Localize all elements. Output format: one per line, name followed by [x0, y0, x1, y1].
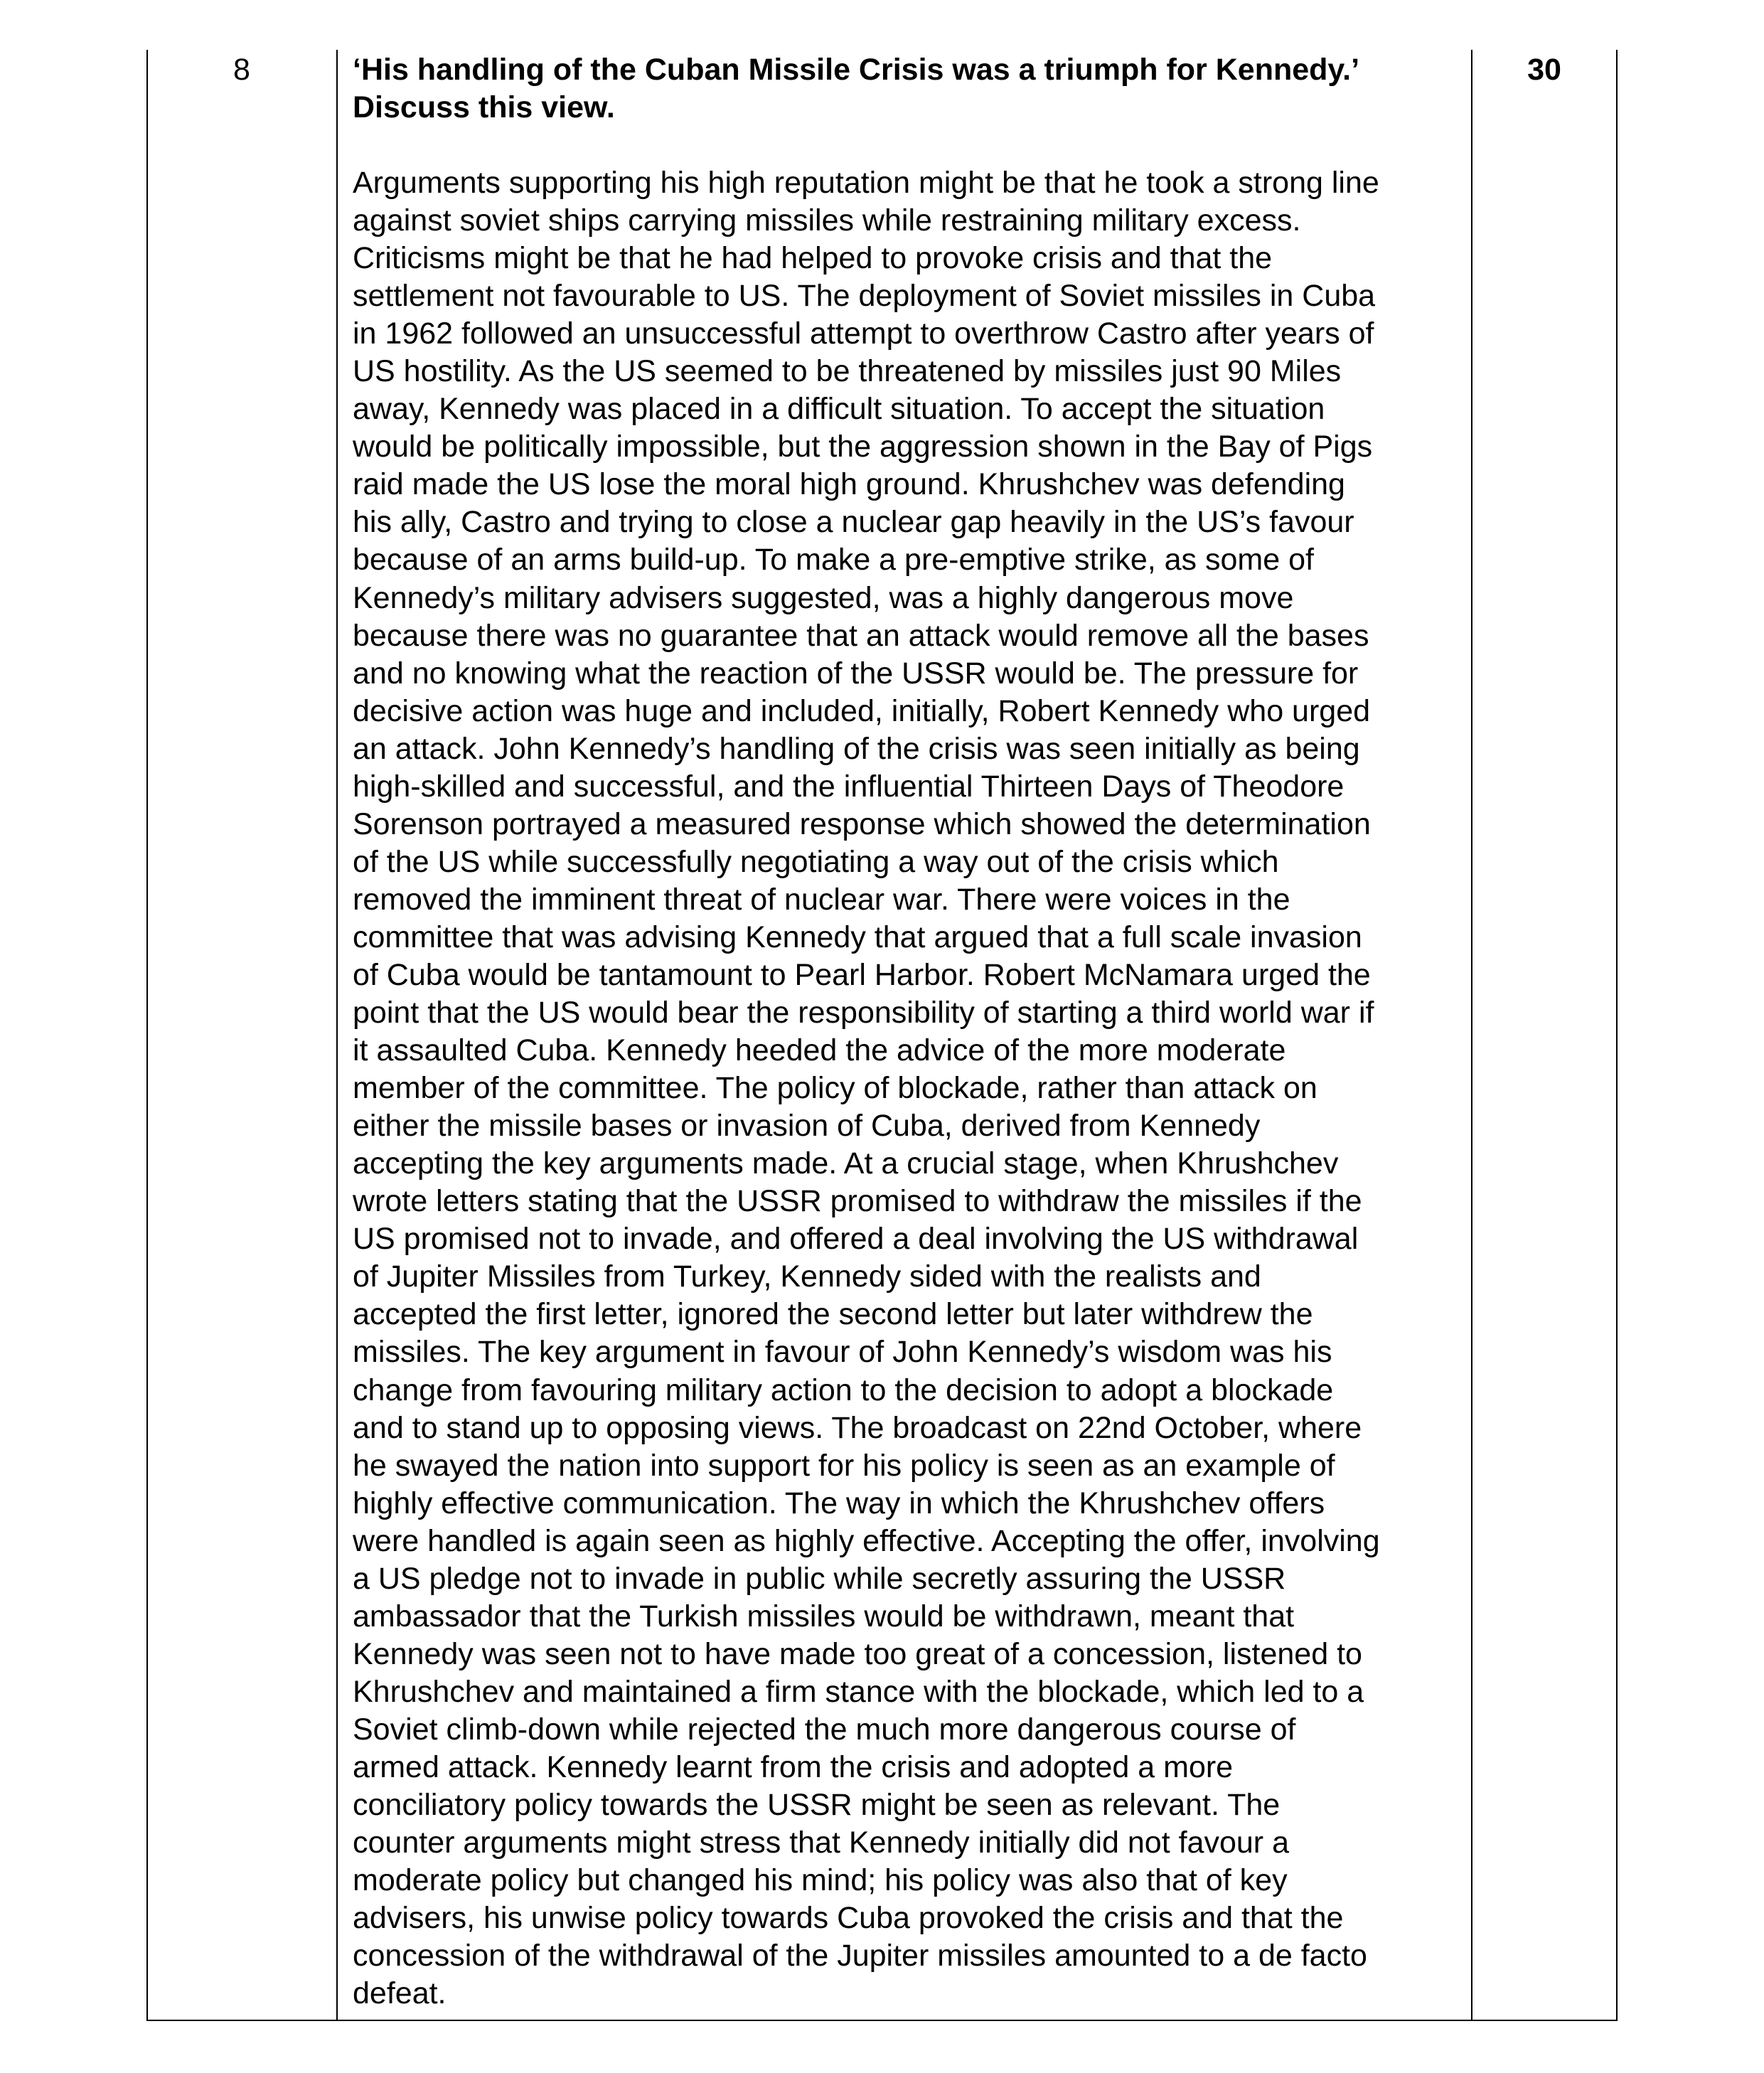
- answer-line: wrote letters stating that the USSR promised to withdraw the missiles if the: [353, 1184, 1362, 1219]
- answer-line: because there was no guarantee that an attack would remove all the bases: [353, 618, 1369, 653]
- answer-line: of the US while successfully negotiating a way out of the crisis which: [353, 844, 1279, 879]
- answer-line: raid made the US lose the moral high ground. Khrushchev was defending: [353, 467, 1345, 502]
- answer-line: committee that was advising Kennedy that argued that a full scale invasion: [353, 920, 1362, 954]
- answer-line: of Jupiter Missiles from Turkey, Kennedy sided with the realists and: [353, 1259, 1261, 1294]
- answer-line: advisers, his unwise policy towards Cuba provoked the crisis and that the: [353, 1901, 1344, 1936]
- answer-line: high-skilled and successful, and the influential Thirteen Days of Theodore: [353, 769, 1345, 804]
- answer-line: decisive action was huge and included, initially, Robert Kennedy who urged: [353, 693, 1371, 728]
- answer-line: a US pledge not to invade in public while secretly assuring the USSR: [353, 1561, 1286, 1596]
- question-content: [353, 51, 1472, 2013]
- answer-line: Criticisms might be that he had helped to provoke crisis and that the: [353, 241, 1273, 276]
- table-border-right: [1616, 50, 1618, 2021]
- answer-line: Soviet climb-down while rejected the much more dangerous course of: [353, 1712, 1296, 1747]
- answer-line: would be politically impossible, but the aggression shown in the Bay of Pigs: [353, 430, 1373, 464]
- answer-line: Arguments supporting his high reputation might be that he took a strong line: [353, 166, 1379, 200]
- answer-line: removed the imminent threat of nuclear war. There were voices in the: [353, 882, 1290, 917]
- answer-line: Sorenson portrayed a measured response which showed the determination: [353, 806, 1371, 841]
- question-title-line: Discuss this view.: [353, 90, 615, 124]
- answer-line: ambassador that the Turkish missiles would be withdrawn, meant that: [353, 1599, 1295, 1634]
- answer-line: US promised not to invade, and offered a deal involving the US withdrawal: [353, 1222, 1359, 1257]
- marks-value: 30: [1527, 53, 1561, 87]
- answer-line: US hostility. As the US seemed to be threatened by missiles just 90 Miles: [353, 354, 1342, 389]
- indicative-content: [353, 164, 1472, 2013]
- answer-line: defeat.: [353, 1976, 447, 2011]
- question-title-line: ‘His handling of the Cuban Missile Crisis was a triumph for Kennedy.’: [353, 53, 1360, 87]
- answer-line: away, Kennedy was placed in a difficult situation. To accept the situation: [353, 392, 1325, 427]
- answer-line: accepted the first letter, ignored the second letter but later withdrew the: [353, 1297, 1313, 1332]
- answer-line: moderate policy but changed his mind; his policy was also that of key: [353, 1863, 1288, 1898]
- answer-line: and to stand up to opposing views. The broadcast on 22nd October, where: [353, 1410, 1362, 1445]
- answer-line: settlement not favourable to US. The deployment of Soviet missiles in Cuba: [353, 279, 1376, 314]
- answer-line: highly effective communication. The way in which the Khrushchev offers: [353, 1486, 1325, 1520]
- answer-line: it assaulted Cuba. Kennedy heeded the advice of the more moderate: [353, 1033, 1286, 1068]
- answer-line: his ally, Castro and trying to close a nuclear gap heavily in the US’s favour: [353, 505, 1354, 540]
- table-border-left: [146, 50, 148, 2021]
- answer-line: against soviet ships carrying missiles while restraining military excess.: [353, 203, 1301, 238]
- answer-line: were handled is again seen as highly effective. Accepting the offer, involving: [353, 1523, 1380, 1558]
- question-number: 8: [233, 53, 250, 87]
- table-border-bottom: [146, 2020, 1617, 2021]
- answer-line: of Cuba would be tantamount to Pearl Harbor. Robert McNamara urged the: [353, 957, 1371, 992]
- question-title: [353, 51, 1472, 127]
- answer-line: he swayed the nation into support for his policy is seen as an example of: [353, 1448, 1335, 1483]
- answer-line: because of an arms build-up. To make a pre-emptive strike, as some of: [353, 543, 1314, 577]
- answer-line: member of the committee. The policy of blockade, rather than attack on: [353, 1071, 1317, 1106]
- answer-line: in 1962 followed an unsuccessful attempt to overthrow Castro after years of: [353, 316, 1374, 351]
- answer-line: missiles. The key argument in favour of John Kennedy’s wisdom was his: [353, 1335, 1332, 1370]
- answer-line: conciliatory policy towards the USSR might be seen as relevant. The: [353, 1788, 1281, 1823]
- answer-line: Kennedy was seen not to have made too great of a concession, listened to: [353, 1636, 1362, 1671]
- answer-line: accepting the key arguments made. At a crucial stage, when Khrushchev: [353, 1146, 1339, 1181]
- answer-line: Khrushchev and maintained a firm stance with the blockade, which led to a: [353, 1674, 1364, 1709]
- column-divider-1: [336, 50, 338, 2021]
- answer-line: counter arguments might stress that Kennedy initially did not favour a: [353, 1826, 1289, 1860]
- answer-line: point that the US would bear the responsibility of starting a third world war if: [353, 996, 1374, 1030]
- answer-line: an attack. John Kennedy’s handling of the crisis was seen initially as being: [353, 731, 1360, 766]
- answer-line: armed attack. Kennedy learnt from the crisis and adopted a more: [353, 1749, 1234, 1784]
- answer-line: Kennedy’s military advisers suggested, was a highly dangerous move: [353, 580, 1294, 615]
- answer-line: concession of the withdrawal of the Jupiter missiles amounted to a de facto: [353, 1939, 1367, 1973]
- answer-line: and no knowing what the reaction of the USSR would be. The pressure for: [353, 656, 1359, 691]
- answer-line: change from favouring military action to the decision to adopt a blockade: [353, 1373, 1334, 1407]
- answer-line: either the missile bases or invasion of Cuba, derived from Kennedy: [353, 1109, 1261, 1144]
